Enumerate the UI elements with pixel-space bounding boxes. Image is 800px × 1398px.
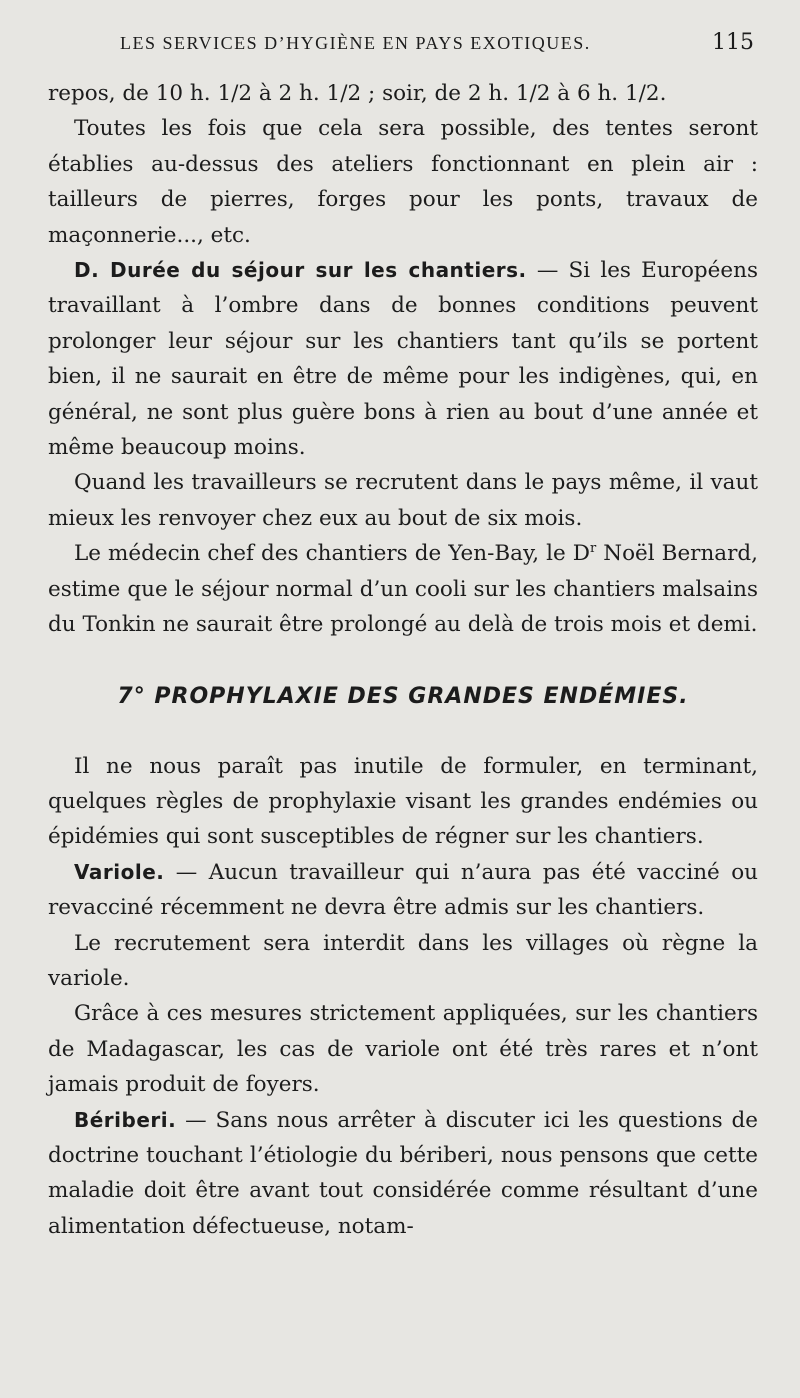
page-number: 115 xyxy=(712,30,754,55)
text-variole: — Aucun travailleur qui n’aura pas été vacciné ou revacciné récemment ne devra être admis sur les chantiers. xyxy=(48,859,758,921)
heading-duree-sejour: D. Durée du séjour sur les chantiers. xyxy=(74,258,527,283)
paragraph-medecin-chef xyxy=(48,536,758,642)
superscript-r: r xyxy=(590,541,597,557)
paragraph-recrutement-interdit: Le recrutement sera interdit dans les villages où règne la variole. xyxy=(48,930,758,991)
text-medecin-end: Noël Bernard, estime que le séjour normal d’un cooli sur les chantiers malsains du Tonkin ne saurait être prolongé au delà de trois mois et demi. xyxy=(48,541,758,638)
paragraph-prophylaxie: Il ne nous paraît pas inutile de formuler, en terminant, quelques règles de prophylaxie visant les grandes endémies ou épidémies qui sont susceptibles de régner sur les chantiers. xyxy=(48,753,758,850)
text-medecin-start: Le médecin chef des chantiers de Yen-Bay, le D xyxy=(74,541,591,567)
page-header xyxy=(48,30,758,76)
paragraph-madagascar: Grâce à ces mesures strictement appliquées, sur les chantiers de Madagascar, les cas de variole ont été très rares et n’ont jamais produit de foyers. xyxy=(48,1001,758,1098)
paragraph-beriberi xyxy=(48,1103,758,1245)
paragraph-tentes: Toutes les fois que cela sera possible, des tentes seront établies au-dessus des ateliers fonctionnant en plein air : tailleurs de pierres, forges pour les ponts, travaux de maçonnerie..., etc. xyxy=(48,116,758,248)
text-duree-sejour: — Si les Européens travaillant à l’ombre dans de bonnes conditions peuvent prolonger leur séjour sur les chantiers tant qu’ils se portent bien, il ne saurait en être de même pour les indigènes, qui, en général, ne sont plus guère bons à rien au bout d’une année et même beaucoup moins. xyxy=(48,258,758,461)
paragraph-recrutement-local: Quand les travailleurs se recrutent dans le pays même, il vaut mieux les renvoyer chez eux au bout de six mois. xyxy=(48,470,758,531)
paragraph-variole xyxy=(48,855,758,926)
text-beriberi: — Sans nous arrêter à discuter ici les questions de doctrine touchant l’étiologie du bériberi, nous pensons que cette maladie doit être avant tout considérée comme résultant d’une alimentation défectueuse, notam- xyxy=(48,1107,758,1239)
heading-beriberi: Bériberi. xyxy=(74,1107,177,1132)
section-title: 7° PROPHYLAXIE DES GRANDES ENDÉMIES. xyxy=(117,683,689,709)
running-head: LES SERVICES D’HYGIÈNE EN PAYS EXOTIQUES. xyxy=(120,33,591,53)
paragraph-repos: repos, de 10 h. 1/2 à 2 h. 1/2 ; soir, de 2 h. 1/2 à 6 h. 1/2. xyxy=(48,81,667,106)
paragraph-duree-sejour xyxy=(48,253,758,465)
heading-variole: Variole. xyxy=(74,859,165,884)
